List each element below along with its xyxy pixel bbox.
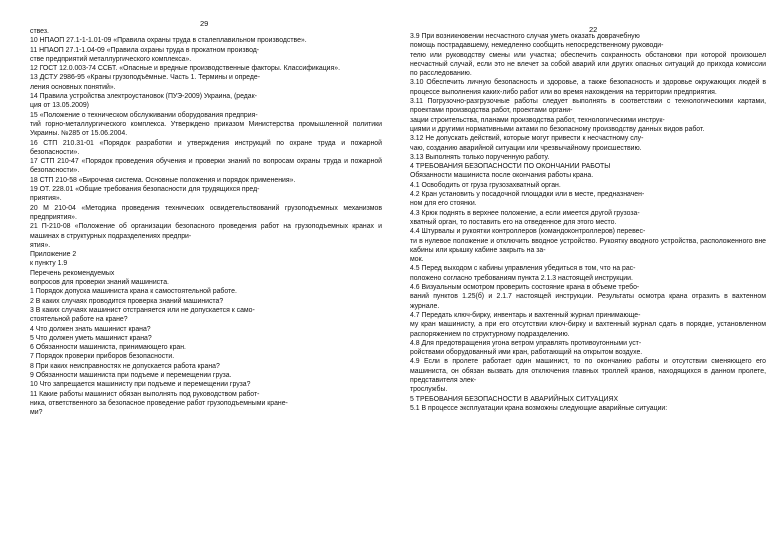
left-page-line: 11 НПАОП 27.1-1.04-09 «Правила охраны труда в прокатном производ-: [30, 46, 260, 54]
left-page-line: 12 ГОСТ 12.0.003-74 ССБТ. «Опасные и вредные производственные факторы. Классификация».: [30, 65, 340, 73]
left-page-line: стве предприятий металлургического комплекса».: [30, 55, 192, 63]
right-page-line: 3.10 Обеспечить личную безопасность и здоровье, а также безопасность и здоровье окружающих людей в процессе выполнения каких-либо работ или во время нахождения на территории предприятия.: [410, 79, 766, 96]
left-page-line: ция от 13.05.2009): [30, 102, 89, 110]
left-page-line: 4 Что должен знать машинист крана?: [30, 325, 151, 333]
right-page-line: циями и другими нормативными актами по безопасному производству данных видов работ.: [410, 125, 705, 133]
left-page-line: 20 М 210-04 «Методика проведения технических освидетельствований грузоподъемных механизмов предприятия».: [30, 204, 382, 221]
right-page-line: 4.5 Перед выходом с кабины управления убедиться в том, что на рас-: [410, 265, 636, 273]
left-page-line: 15 «Положение о техническом обслуживании оборудования предприя-: [30, 111, 258, 119]
right-page-line: чаю, созданию аварийной ситуации или чрезвычайному происшествию.: [410, 144, 642, 152]
left-page-line: 10 Что запрещается машинисту при подъеме и перемещении груза?: [30, 381, 251, 389]
left-page-line: 5 Что должен уметь машинист крана?: [30, 334, 152, 342]
left-page-line: ми?: [30, 409, 43, 417]
right-page-line: трослужбы.: [410, 386, 448, 394]
right-page-line: 4.8 Для предотвращения угона ветром управлять противоугонными уст-: [410, 339, 642, 347]
left-page-line: 9 Обязанности машиниста при подъеме и перемещении груза.: [30, 371, 232, 379]
left-page-line: ления основных понятий».: [30, 83, 116, 91]
right-page-line: 3.13 Выполнять только порученную работу.: [410, 153, 550, 161]
right-page-line: зации строительства, планами производства работ, технологическими инструк-: [410, 116, 665, 124]
right-page-line: телю или руководству смены или участка; обеспечить сохранность обстановки при которой произошел несчастный случай, если это не влечет за собой аварий или других опасных ситуаций до прихода комиссии по расследованию.: [410, 51, 766, 78]
left-page-line: 7 Порядок проверки приборов безопасности.: [30, 353, 175, 361]
right-page-line: 3.11 Погрузочно-разгрузочные работы следует выполнять в соответствии с технологическими картами, проектами производства работ, проектами органи-: [410, 98, 766, 115]
right-page-line: 4.1 Освободить от груза грузозахватный орган.: [410, 181, 561, 189]
left-page-line: вопросов для проверки знаний машиниста.: [30, 279, 169, 287]
left-page-line: 11 Какие работы машинист обязан выполнять под руководством работ-: [30, 390, 260, 398]
right-page-line: 4 ТРЕБОВАНИЯ БЕЗОПАСНОСТИ ПО ОКОНЧАНИИ РАБОТЫ: [410, 163, 611, 171]
right-page-line: хватный орган, то поставить его на отведенное для этого место.: [410, 218, 617, 226]
right-page-line: ном для его стоянки.: [410, 200, 477, 208]
right-page-line: 4.6 Визуальным осмотром проверить состояние крана в объеме требо-: [410, 284, 640, 292]
left-page-line: тий горно-металлургического комплекса. Утверждено приказом Министерства промышленной политики Украины. №285 от 15.06.2004.: [30, 120, 382, 138]
left-page-line: 17 СТП 210-47 «Порядок проведения обучения и проверки знаний по вопросам охраны труда и пожарной безопасности».: [30, 158, 382, 175]
right-page-line: помощь пострадавшему, немедленно сообщить непосредственному руководи-: [410, 42, 664, 50]
left-page-line: 16 СТП 210.31-01 «Порядок разработки и утверждения инструкций по охране труда и пожарной безопасности».: [30, 139, 382, 156]
left-page-line: 2 В каких случаях проводится проверка знаний машиниста?: [30, 297, 224, 305]
left-page-line: приятия».: [30, 195, 62, 203]
right-page-line: 5.1 В процессе эксплуатации крана возможны следующие аварийные ситуации:: [410, 404, 668, 412]
left-page-line: 14 Правила устройства электроустановок (ПУЭ-2009) Украина, (редак-: [30, 93, 257, 101]
right-page-line: 4.4 Штурвалы и рукоятки контроллеров (командоконтроллеров) перевес-: [410, 228, 646, 236]
right-page-line: Обязанности машиниста после окончания работы крана.: [410, 172, 594, 180]
right-page-line: 5 ТРЕБОВАНИЯ БЕЗОПАСНОСТИ В АВАРИЙНЫХ СИТУАЦИЯХ: [410, 395, 619, 403]
left-page-line: ствез.: [30, 28, 49, 35]
left-page-line: 18 СТП 210-58 «Бирочная система. Основные положения и порядок применения».: [30, 176, 296, 184]
right-page-line: ваний пунктов 1.25(б) и 2.1.7 настоящей инструкции. Результаты осмотра крана отразить в вахтенном журнале.: [410, 293, 766, 310]
right-page-line: 4.9 Если в пролете работает один машинист, то по окончанию работы и отсутствии сменяющего его машиниста, он обязан вызвать для отключения главных троллей кранов, находящихся в данном пролете, представителя элек-: [410, 358, 766, 384]
right-page-line: ти в нулевое положение и отключить вводное устройство. Рукоятку вводного устройства, расположенного вне кабины или крышку кабине закрыть на за-: [410, 237, 766, 254]
left-page-number: 29: [200, 19, 209, 28]
left-page-line: Приложение 2: [30, 251, 77, 259]
left-page-line: к пункту 1.9: [30, 260, 68, 268]
right-page-number: 22: [589, 25, 598, 34]
left-page-line: 8 При каких неисправностях не допускается работа крана?: [30, 362, 220, 370]
right-page-line: мок.: [410, 256, 424, 264]
right-page-line: 4.2 Кран установить у посадочной площадки или в месте, предназначен-: [410, 191, 645, 199]
right-page-line: ройствами оборудованный ими кран, работающий на открытом воздухе.: [410, 349, 643, 357]
right-page-text: [410, 32, 766, 413]
right-page-line: 3.12 Не допускать действий, которые могут привести к несчастному слу-: [410, 135, 644, 143]
left-page-line: стоятельной работе на кране?: [30, 316, 128, 324]
left-page-line: 21 П-210-08 «Положение об организации безопасного проведения работ на грузоподъемных кранах и машинах в структурных подразделениях предпри-: [30, 223, 382, 240]
left-page-text: [30, 27, 382, 417]
left-page-line: 13 ДСТУ 2986-95 «Краны грузоподъёмные. Часть 1. Термины и опреде-: [30, 74, 261, 82]
left-page-line: 3 В каких случаях машинист отстраняется или не допускается к само-: [30, 306, 255, 314]
left-page-line: ятия».: [30, 241, 51, 249]
right-page-line: му кран машинисту, а при его отсутствии ключ-бирку и вахтенный журнал сдать в порядке, установленном распоряжением по структурному подразделению.: [410, 321, 766, 338]
right-page-line: 4.7 Передать ключ-бирку, инвентарь и вахтенный журнал принимающе-: [410, 311, 641, 319]
left-page-line: 6 Обязанности машиниста, принимающего кран.: [30, 344, 186, 352]
left-page-line: 1 Порядок допуска машиниста крана к самостоятельной работе.: [30, 288, 237, 296]
left-page-line: Перечень рекомендуемых: [30, 269, 115, 277]
left-page-line: ника, ответственного за безопасное проведение работ грузоподъемными кране-: [30, 399, 288, 407]
right-page-line: 4.3 Крюк поднять в верхнее положение, а если имеется другой грузоза-: [410, 209, 640, 217]
right-page-line: 3.9 При возникновении несчастного случая уметь оказать доврачебную: [410, 33, 640, 40]
left-page-line: 10 НПАОП 27.1-1-1.01-09 «Правила охраны труда в сталеплавильном производстве».: [30, 37, 307, 45]
left-page-line: 19 ОТ. 228.01 «Общие требования безопасности для трудящихся пред-: [30, 186, 260, 194]
right-page-line: положено согласно требованиям пункта 2.1.3 настоящей инструкции.: [410, 274, 633, 282]
